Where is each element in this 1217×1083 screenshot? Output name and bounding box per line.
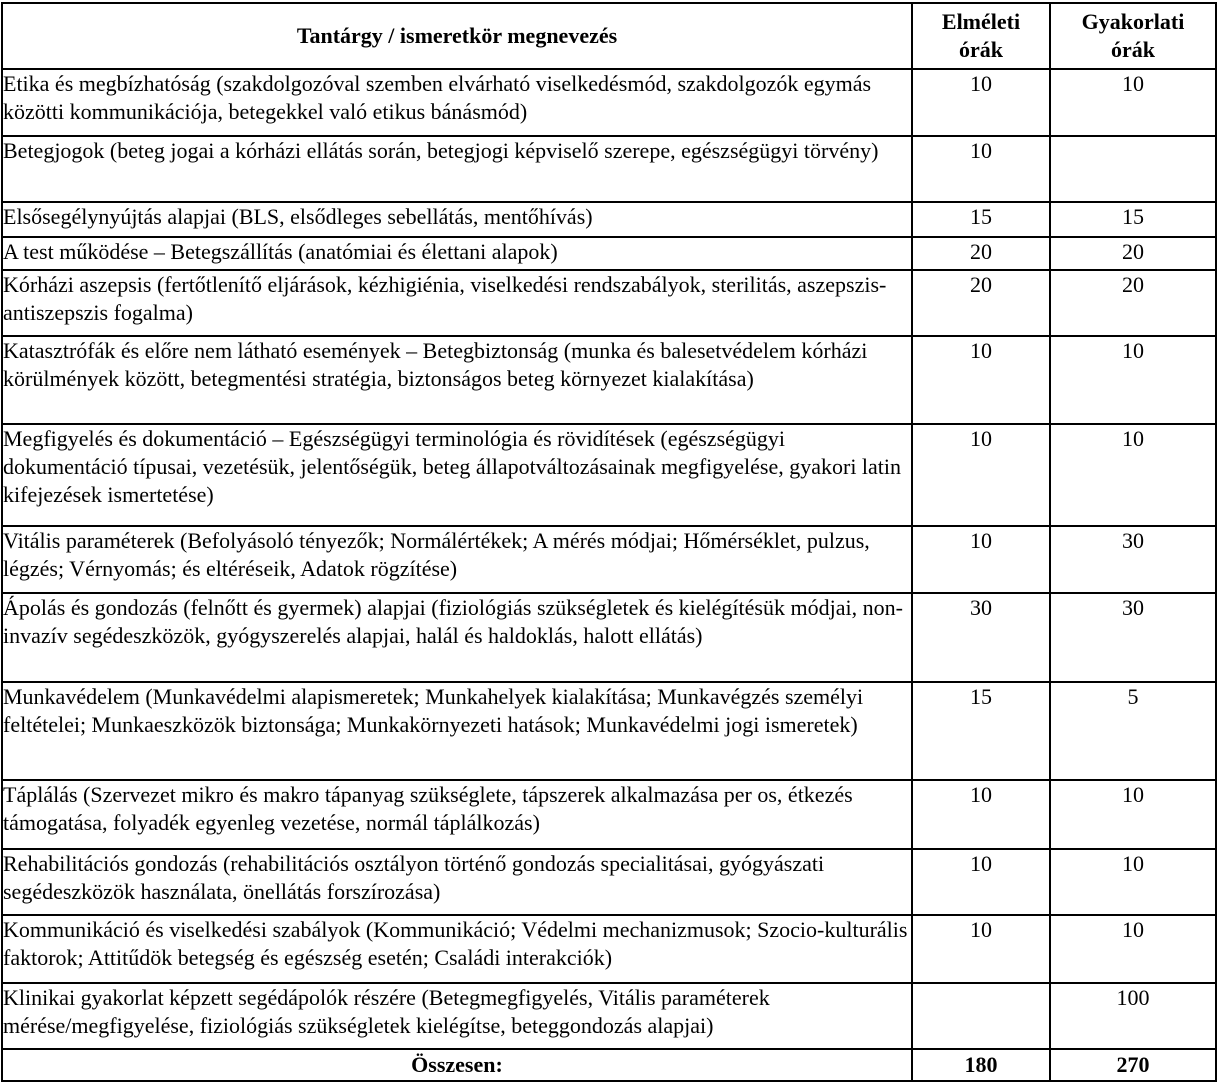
row-subject: Rehabilitációs gondozás (rehabilitációs osztályon történő gondozás specialitásai, gyógyászati segédeszközök használata, önellátás forszírozása) — [2, 849, 912, 915]
table-row — [2, 593, 1216, 682]
table-row — [2, 682, 1216, 780]
table-row — [2, 237, 1216, 270]
row-subject: Kórházi aszepsis (fertőtlenítő eljárások, kézhigiénia, viselkedési rendszabályok, sterilitás, aszepszis-antiszepszis fogalma) — [2, 270, 912, 336]
row-subject: Betegjogok (beteg jogai a kórházi ellátás során, betegjogi képviselő szerepe, egészségügyi törvény) — [2, 136, 912, 202]
header-practice — [1050, 3, 1216, 69]
row-subject: Ápolás és gondozás (felnőtt és gyermek) alapjai (fiziológiás szükségletek és kielégítésük módjai, non-invazív segédeszközök, gyógyszerelés alapjai, halál és haldoklás, halott ellátás) — [2, 593, 912, 682]
row-practice-hours: 10 — [1050, 424, 1216, 526]
row-subject: Kommunikáció és viselkedési szabályok (Kommunikáció; Védelmi mechanizmusok; Szocio-kulturális faktorok; Attitűdök betegség és egészség esetén; Családi interakciók) — [2, 915, 912, 983]
total-label: Összesen: — [2, 1049, 912, 1081]
row-theory-hours: 10 — [912, 336, 1050, 424]
row-practice-hours: 30 — [1050, 593, 1216, 682]
row-theory-hours: 15 — [912, 202, 1050, 237]
row-theory-hours: 10 — [912, 849, 1050, 915]
row-subject: Klinikai gyakorlat képzett segédápolók részére (Betegmegfigyelés, Vitális paraméterek mérése/megfigyelése, fiziológiás szükségletek kielégítse, beteggondozás alapjai) — [2, 983, 912, 1049]
row-subject: Etika és megbízhatóság (szakdolgozóval szemben elvárható viselkedésmód, szakdolgozók egymás közötti kommunikációja, betegekkel való etikus bánásmód) — [2, 69, 912, 136]
row-practice-hours: 20 — [1050, 237, 1216, 270]
row-subject: Táplálás (Szervezet mikro és makro tápanyag szükséglete, tápszerek alkalmazása per os, étkezés támogatása, folyadék egyenleg vezetése, normál táplálkozás) — [2, 780, 912, 849]
table-row — [2, 69, 1216, 136]
row-theory-hours: 15 — [912, 682, 1050, 780]
table-row — [2, 202, 1216, 237]
row-practice-hours: 30 — [1050, 526, 1216, 593]
table-row — [2, 849, 1216, 915]
row-practice-hours: 10 — [1050, 915, 1216, 983]
row-subject: Megfigyelés és dokumentáció – Egészségügyi terminológia és rövidítések (egészségügyi dokumentáció típusai, vezetésük, jelentőségük, beteg állapotváltozásainak megfigyelése, gyakori latin kifejezések ismertetése) — [2, 424, 912, 526]
row-subject: A test működése – Betegszállítás (anatómiai és élettani alapok) — [2, 237, 912, 270]
row-theory-hours: 20 — [912, 237, 1050, 270]
row-theory-hours — [912, 983, 1050, 1049]
row-theory-hours: 10 — [912, 780, 1050, 849]
row-theory-hours: 10 — [912, 526, 1050, 593]
table-row — [2, 526, 1216, 593]
row-practice-hours: 10 — [1050, 69, 1216, 136]
table-row — [2, 336, 1216, 424]
row-practice-hours: 10 — [1050, 780, 1216, 849]
header-theory — [912, 3, 1050, 69]
table-row — [2, 983, 1216, 1049]
row-practice-hours: 15 — [1050, 202, 1216, 237]
row-theory-hours: 30 — [912, 593, 1050, 682]
table-row — [2, 424, 1216, 526]
table-row — [2, 915, 1216, 983]
total-practice-hours: 270 — [1050, 1049, 1216, 1081]
row-subject: Munkavédelem (Munkavédelmi alapismeretek; Munkahelyek kialakítása; Munkavégzés személyi feltételei; Munkaeszközök biztonsága; Munkakörnyezeti hatások; Munkavédelmi jogi ismeretek) — [2, 682, 912, 780]
row-practice-hours: 20 — [1050, 270, 1216, 336]
row-subject: Elsősegélynyújtás alapjai (BLS, elsődleges sebellátás, mentőhívás) — [2, 202, 912, 237]
row-practice-hours: 10 — [1050, 849, 1216, 915]
row-theory-hours: 20 — [912, 270, 1050, 336]
total-theory-hours: 180 — [912, 1049, 1050, 1081]
row-subject: Katasztrófák és előre nem látható események – Betegbiztonság (munka és balesetvédelem kórházi körülmények között, betegmentési stratégia, biztonságos beteg környezet kialakítása) — [2, 336, 912, 424]
header-theory-label: Elméleti órák — [941, 9, 1021, 62]
total-row — [2, 1049, 1216, 1081]
row-practice-hours: 10 — [1050, 336, 1216, 424]
row-practice-hours: 100 — [1050, 983, 1216, 1049]
row-theory-hours: 10 — [912, 915, 1050, 983]
row-practice-hours — [1050, 136, 1216, 202]
row-theory-hours: 10 — [912, 424, 1050, 526]
header-practice-label: Gyakorlati órák — [1081, 9, 1185, 62]
row-theory-hours: 10 — [912, 69, 1050, 136]
row-subject: Vitális paraméterek (Befolyásoló tényezők; Normálértékek; A mérés módjai; Hőmérséklet, pulzus, légzés; Vérnyomás; és eltéréseik, Adatok rögzítése) — [2, 526, 912, 593]
table-row — [2, 136, 1216, 202]
table-row — [2, 270, 1216, 336]
table-header-row — [2, 3, 1216, 69]
curriculum-table — [1, 2, 1217, 1082]
row-practice-hours: 5 — [1050, 682, 1216, 780]
row-theory-hours: 10 — [912, 136, 1050, 202]
header-subject: Tantárgy / ismeretkör megnevezés — [2, 3, 912, 69]
table-row — [2, 780, 1216, 849]
